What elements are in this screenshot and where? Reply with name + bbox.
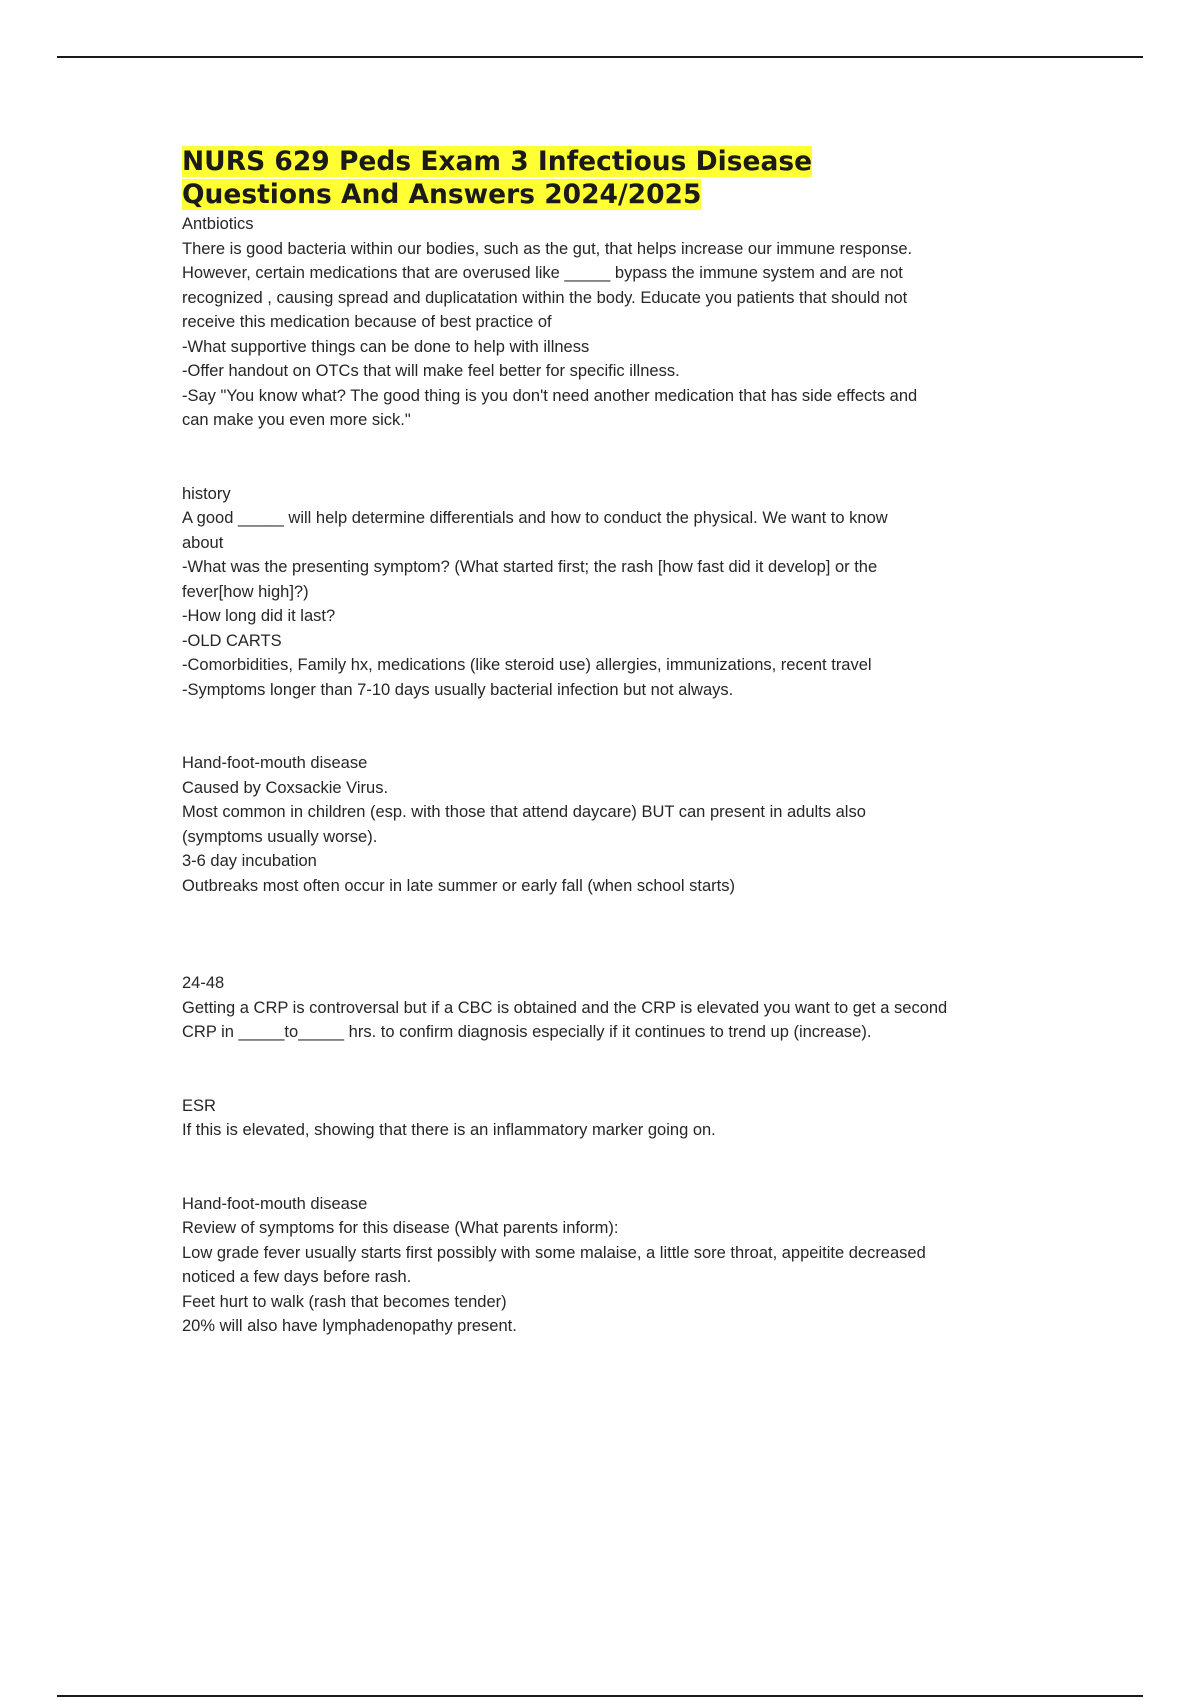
title-line-2: Questions And Answers 2024/2025 [182, 179, 702, 210]
entry-line: There is good bacteria within our bodies, such as the gut, that helps increase our immune response. [182, 239, 913, 258]
entry-line: -Symptoms longer than 7-10 days usually bacterial infection but not always. [182, 680, 734, 699]
entry-line: -What supportive things can be done to help with illness [182, 337, 590, 356]
entry-line: noticed a few days before rash. [182, 1268, 412, 1286]
entry-line: can make you even more sick." [182, 411, 411, 429]
entry-line: Most common in children (esp. with those that attend daycare) BUT can present in adults also [182, 803, 866, 821]
entry-line: A good _____ will help determine differentials and how to conduct the physical. We want to know [182, 509, 888, 527]
entry-term: 24-48 [182, 974, 225, 992]
entry-line: However, certain medications that are overused like _____ bypass the immune system and are not [182, 264, 903, 282]
title-line-1: NURS 629 Peds Exam 3 Infectious Disease [182, 146, 813, 177]
entry-hand-foot-mouth-2 [182, 1192, 1042, 1339]
entry-line: 20% will also have lymphadenopathy present. [182, 1317, 517, 1335]
entry-line: -What was the presenting symptom? (What started first; the rash [how fast did it develop] or the [182, 558, 878, 576]
entry-line: 3-6 day incubation [182, 852, 317, 870]
entry-history [182, 482, 1042, 703]
entry-line: (symptoms usually worse). [182, 827, 378, 846]
entry-line: Outbreaks most often occur in late summer or early fall (when school starts) [182, 876, 735, 895]
entry-line: -Offer handout on OTCs that will make feel better for specific illness. [182, 362, 680, 380]
entry-antibiotics [182, 212, 1042, 433]
entry-line: fever[how high]?) [182, 582, 309, 601]
entry-term: Hand-foot-mouth disease [182, 1194, 368, 1213]
entry-line: -OLD CARTS [182, 631, 282, 650]
entry-term: ESR [182, 1096, 216, 1115]
bottom-rule [57, 1695, 1143, 1697]
entry-esr [182, 1094, 1042, 1143]
entry-term: history [182, 484, 231, 503]
entry-line: If this is elevated, showing that there is an inflammatory marker going on. [182, 1121, 716, 1139]
entry-line: recognized , causing spread and duplicatation within the body. Educate you patients that should not [182, 288, 908, 307]
entry-line: about [182, 533, 224, 552]
top-rule [57, 56, 1143, 58]
entry-line: Review of symptoms for this disease (What parents inform): [182, 1219, 619, 1237]
entry-hand-foot-mouth-1 [182, 751, 1042, 898]
entry-line: -How long did it last? [182, 607, 336, 625]
entry-line: receive this medication because of best practice of [182, 313, 552, 331]
document-body [182, 145, 1042, 1339]
entry-line: -Comorbidities, Family hx, medications (like steroid use) allergies, immunizations, recent travel [182, 656, 872, 674]
entry-term: Hand-foot-mouth disease [182, 754, 368, 772]
entry-line: Low grade fever usually starts first possibly with some malaise, a little sore throat, appeitite decreased [182, 1243, 926, 1262]
entry-line: -Say "You know what? The good thing is you don't need another medication that has side effects and [182, 386, 918, 405]
document-title [182, 145, 1042, 211]
entry-line: Getting a CRP is controversal but if a CBC is obtained and the CRP is elevated you want to get a second [182, 998, 948, 1017]
entry-term: Antbiotics [182, 215, 254, 233]
entry-crp [182, 971, 1042, 1045]
entry-line: Caused by Coxsackie Virus. [182, 778, 389, 797]
entry-line: Feet hurt to walk (rash that becomes tender) [182, 1292, 507, 1311]
entry-line: CRP in _____to_____ hrs. to confirm diagnosis especially if it continues to trend up (increase). [182, 1023, 872, 1041]
